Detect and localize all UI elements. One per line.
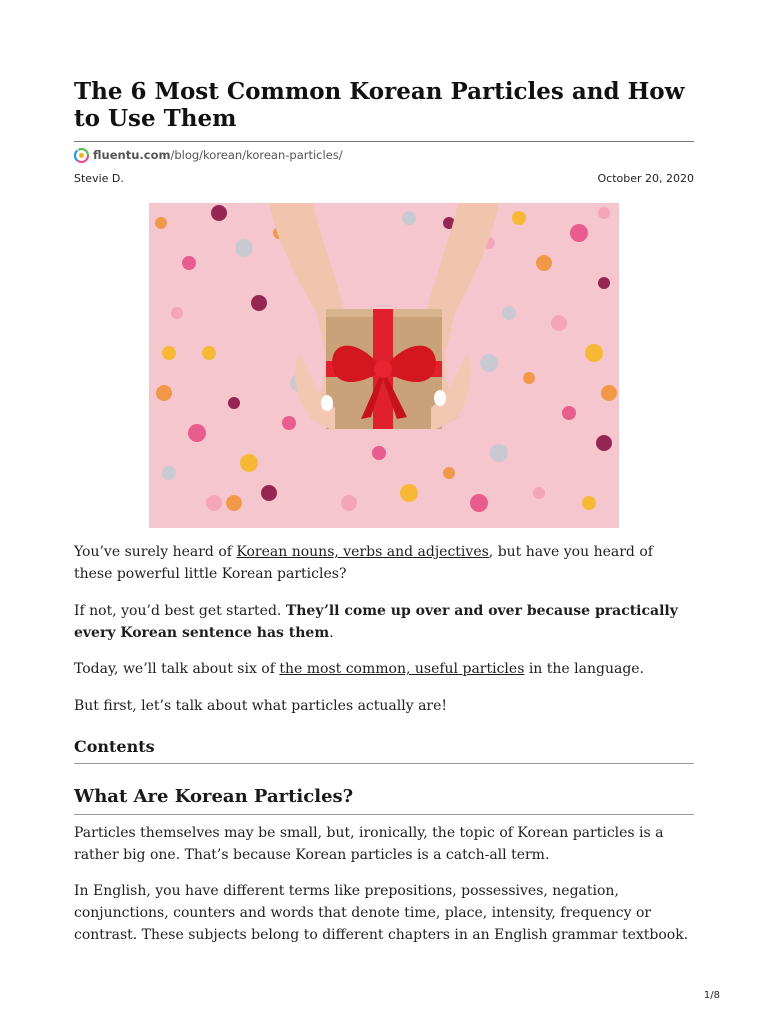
- intro-p2-text-end: .: [329, 625, 334, 641]
- confetti-dot: [470, 494, 488, 512]
- confetti-dot: [206, 495, 222, 511]
- confetti-dot: [228, 397, 240, 409]
- intro-paragraph-1: [74, 541, 694, 585]
- confetti-dot: [582, 496, 596, 510]
- confetti-dot: [570, 224, 588, 242]
- confetti-dot: [402, 211, 416, 225]
- confetti-dot: [490, 444, 508, 462]
- source-line: [74, 146, 343, 164]
- contents-heading: Contents: [74, 737, 155, 756]
- confetti-dot: [202, 346, 216, 360]
- source-domain: fluentu.com: [93, 148, 171, 162]
- source-path: /blog/korean/korean-particles/: [170, 148, 343, 162]
- confetti-dot: [341, 495, 357, 511]
- section-heading: What Are Korean Particles?: [74, 786, 354, 807]
- hero-image: [149, 203, 619, 528]
- confetti-dot: [551, 315, 567, 331]
- confetti-dot: [598, 207, 610, 219]
- confetti-dot: [171, 307, 183, 319]
- contents-divider: [74, 763, 694, 764]
- author-name: Stevie D.: [74, 172, 124, 185]
- confetti-dot: [182, 256, 196, 270]
- title-divider: [74, 141, 694, 142]
- section-paragraph-2: In English, you have different terms like prepositions, possessives, negation, conjunctions, counters and words that denote time, place, intensity, frequency or contrast. These subjects belong to different chapters in an English grammar textbook.: [74, 883, 689, 943]
- link-korean-nouns-verbs-adjectives[interactable]: Korean nouns, verbs and adjectives: [236, 544, 489, 560]
- confetti-dot: [155, 217, 167, 229]
- intro-p1-text-end: , but have you heard of these powerful little Korean particles?: [74, 544, 653, 582]
- confetti-dot: [562, 406, 576, 420]
- intro-paragraph-3: [74, 658, 694, 680]
- confetti-dot: [156, 385, 172, 401]
- confetti-dot: [512, 211, 526, 225]
- page-number: 1/8: [703, 990, 720, 1001]
- confetti-dot: [162, 466, 176, 480]
- confetti-dot: [235, 239, 253, 257]
- section-heading-divider: [74, 814, 694, 815]
- intro-p3-text-end: in the language.: [524, 661, 645, 677]
- fluentu-logo-icon: [74, 148, 89, 163]
- confetti-dot: [523, 372, 535, 384]
- intro-p3-text-start: Today, we’ll talk about six of: [74, 661, 280, 677]
- publish-date: October 20, 2020: [597, 172, 694, 185]
- confetti-dot: [251, 295, 267, 311]
- intro-paragraph-4: But first, let’s talk about what particles actually are!: [74, 698, 448, 714]
- confetti-dot: [282, 416, 296, 430]
- confetti-dot: [601, 385, 617, 401]
- intro-p2-text-start: If not, you’d best get started.: [74, 603, 286, 619]
- link-most-common-particles[interactable]: the most common, useful particles: [279, 661, 525, 677]
- gift-box-photo-icon: [149, 203, 619, 528]
- intro-p2-bold: They’ll come up over and over because practically every Korean sentence has them: [74, 603, 678, 641]
- confetti-dot: [372, 446, 386, 460]
- confetti-dot: [480, 354, 498, 372]
- confetti-dot: [533, 487, 545, 499]
- confetti-dot: [211, 205, 227, 221]
- source-link[interactable]: [93, 148, 343, 162]
- confetti-dot: [400, 484, 418, 502]
- confetti-dot: [261, 485, 277, 501]
- confetti-dot: [536, 255, 552, 271]
- intro-p1-text-start: You’ve surely heard of: [74, 544, 237, 560]
- article-meta: [74, 172, 694, 188]
- confetti-dot: [443, 467, 455, 479]
- confetti-dot: [598, 277, 610, 289]
- confetti-dot: [240, 454, 258, 472]
- confetti-dot: [502, 306, 516, 320]
- confetti-dot: [226, 495, 242, 511]
- section-paragraph-1: Particles themselves may be small, but, ironically, the topic of Korean particles is a rather big one. That’s because Korean particles is a catch-all term.: [74, 825, 664, 863]
- confetti-dot: [596, 435, 612, 451]
- intro-paragraph-2: [74, 600, 694, 644]
- confetti-dot: [585, 344, 603, 362]
- article-title: The 6 Most Common Korean Particles and How to Use Them: [74, 78, 685, 132]
- confetti-dot: [188, 424, 206, 442]
- confetti-dot: [162, 346, 176, 360]
